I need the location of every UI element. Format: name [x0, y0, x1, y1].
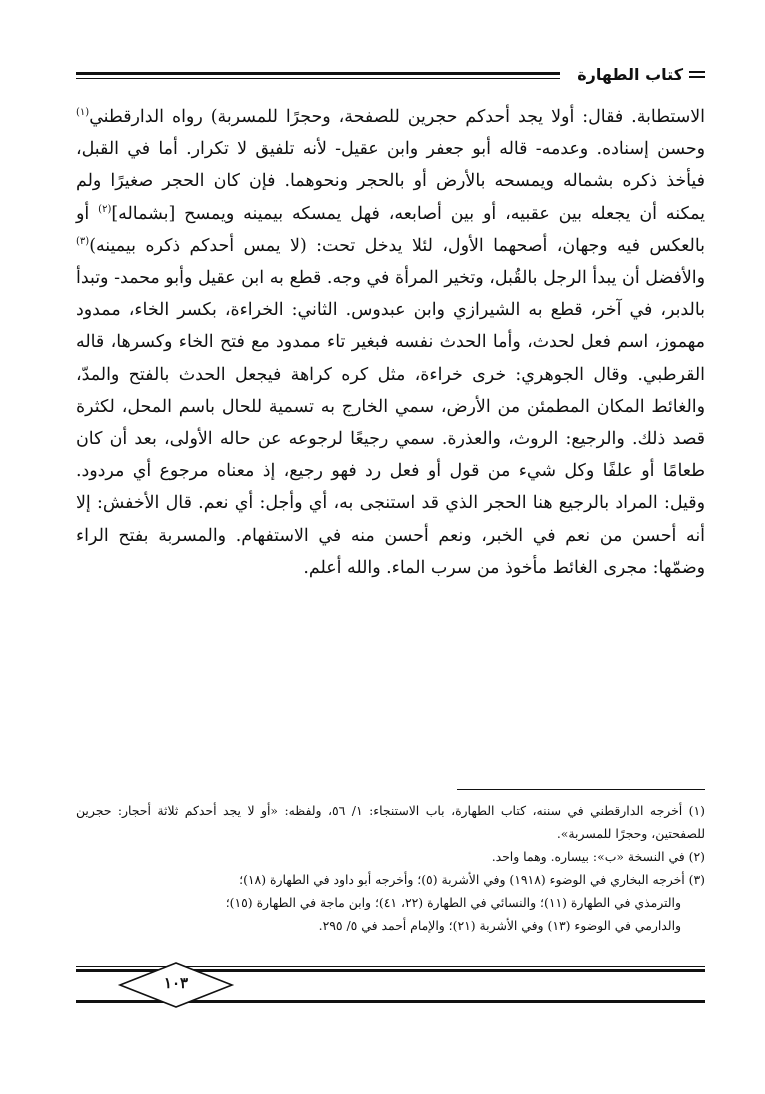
page-footer — [76, 960, 705, 1010]
footnote-ref-1[interactable]: (١) — [76, 107, 90, 119]
body-text-segment: الاستطابة. فقال: أولا يجد أحدكم حجرين للصفحة، وحجرًا للمسربة) رواه الدارقطني — [89, 107, 705, 127]
footnote-separator — [457, 789, 705, 790]
footnote-2: (٢) في النسخة «ب»: بيساره. وهما واحد. — [491, 849, 705, 864]
header-rule-thin — [76, 78, 560, 79]
footnote-3: (٣) أخرجه البخاري في الوضوء (١٩١٨) وفي الأشربة (٥)؛ وأخرجه أبو داود في الطهارة (١٨)؛ — [239, 872, 705, 887]
running-header — [76, 62, 705, 92]
chapter-title: كتاب الطهارة — [577, 65, 683, 84]
footnote-1: (١) أخرجه الدارقطني في سننه، كتاب الطهارة، باب الاستنجاء: ١/ ٥٦، ولفظه: «أو لا يجد أحدكم ثلاثة أحجار: حجرين للصفحتين، وحجرًا للمسربة». — [76, 803, 705, 841]
footnote-3-continuation: والترمذي في الطهارة (١١)؛ والنسائي في الطهارة (٢٢، ٤١)؛ وابن ماجة في الطهارة (١٥)؛ — [225, 895, 681, 910]
footnote-ref-3[interactable]: (٣) — [76, 236, 90, 248]
header-rule — [76, 72, 560, 75]
body-text-segment: والأفضل أن يبدأ الرجل بالقُبل، وتخير المرأة في وجه. قطع به ابن عقيل وأبو محمد- وتبدأ بالدبر، في آخر، قطع به الشيرازي وابن عبدوس. الثاني: الخراءة، بكسر الخاء، ممدود مهموز، اسم فعل لحدث، وأما الحدث نفسه فبغير تاء ممدود مع فتح الخاء وكسرها، قاله القرطبي. وقال الجوهري: خرى خراءة، مثل كره كراهة فيجعل الحدث بالفتح والمدّ، والغائط المكان المطمئن من الأرض، سمي الخارج به تسمية للحال باسم المحل، لكثرة قصد ذلك. والرجيع: الروث، والعذرة. سمي رجيعًا لرجوعه عن حاله الأولى، بعد أن كان طعامًا أو علفًا وكل شيء من قول أو فعل رد فهو رجيع، إذ معناه مرجوع أي مردود. وقيل: المراد بالرجيع هنا الحجر الذي قد استنجى به، أي وأجل: أي نعم. قال الأخفش: إلا أنه أحسن من نعم في الخبر، ونعم أحسن منه في الاستفهام. والمسربة بفتح الراء وضمّها: مجرى الغائط مأخوذ من سرب الماء. والله أعلم. — [76, 268, 705, 578]
body-text-segment: أو بالعكس فيه وجهان، أصحهما الأول، لئلا يدخل تحت: (لا يمس أحدكم ذكره بيمينه) — [76, 203, 705, 256]
footnotes — [76, 799, 705, 937]
footnote-ref-2[interactable]: (٢) — [98, 203, 112, 215]
page-number: ١٠٣ — [163, 974, 189, 992]
body-text-segment: وحسن إسناده. وعدمه- قاله أبو جعفر وابن عقيل- لأنه تلفيق لا تكرار. أما في القبل، فيأخذ ذكره بشماله ويمسحه بالأرض أو بالحجر ونحوهما. فإن كان الحجر صغيرًا ولم يمكنه أن يجعله بين عقبيه، أو بين أصابعه، فهل يمسكه بيمينه ويمسح [بشماله] — [76, 139, 705, 224]
header-ornament-icon — [689, 71, 705, 81]
body-paragraph — [76, 101, 705, 584]
footnote-3-continuation: والدارمي في الوضوء (١٣) وفي الأشربة (٢١)؛ والإمام أحمد في ٥/ ٢٩٥. — [318, 918, 681, 933]
main-text — [76, 101, 705, 584]
